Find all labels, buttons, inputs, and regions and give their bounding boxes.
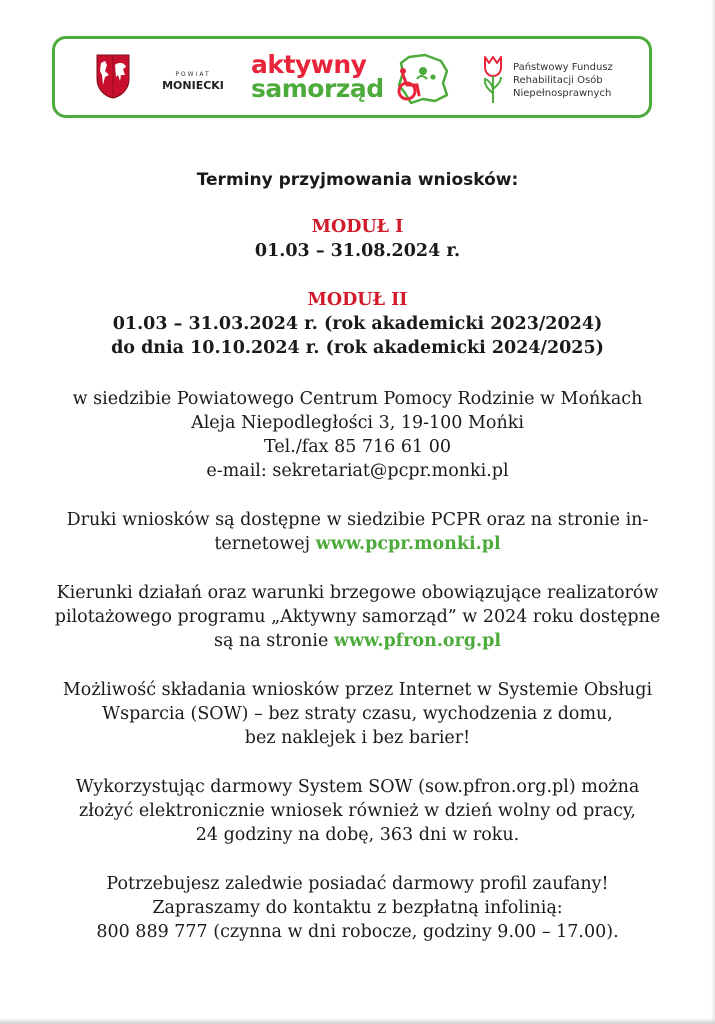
scan-edge-shadow — [711, 0, 715, 1024]
module1-dates: 01.03 – 31.08.2024 r. — [254, 241, 461, 261]
county-crest-icon — [95, 53, 131, 99]
wheelchair-map-icon — [395, 53, 451, 105]
office-address: Aleja Niepodległości 3, 19-100 Mońki — [191, 413, 524, 433]
forms-line: Druki wniosków są dostępne w siedzibie PCPR oraz na stronie in- — [66, 510, 649, 530]
sow-line: 24 godziny na dobę, 363 dni w roku. — [195, 825, 520, 845]
office-email: e-mail: sekretariat@pcpr.monki.pl — [206, 461, 509, 481]
scan-bottom-edge — [0, 1018, 715, 1024]
sow-line: Wykorzystując darmowy System SOW (sow.pfron.org.pl) można — [75, 777, 640, 797]
hotline-line: 800 889 777 (czynna w dni robocze, godziny 9.00 – 17.00). — [96, 922, 619, 942]
notice-body — [30, 168, 685, 944]
online-line: bez naklejek i bez barier! — [244, 728, 471, 748]
module2-dates-line1: 01.03 – 31.03.2024 r. (rok akademicki 2023/2024) — [112, 314, 603, 334]
page-heading: Terminy przyjmowania wniosków: — [196, 170, 519, 190]
module2-dates-line2: do dnia 10.10.2024 r. (rok akademicki 2024/2025) — [111, 338, 604, 358]
pcpr-website-link[interactable]: www.pcpr.monki.pl — [315, 534, 501, 554]
tulip-icon — [480, 53, 506, 105]
online-line: Wsparcia (SOW) – bez straty czasu, wychodzenia z domu, — [102, 704, 613, 724]
county-label-small: POWIAT — [175, 71, 211, 78]
pfron-name — [513, 61, 643, 100]
pfron-website-link[interactable]: www.pfron.org.pl — [333, 631, 502, 651]
contact-line: Zapraszamy do kontaktu z bezpłatną infolinią: — [152, 898, 563, 918]
online-line: Możliwość składania wniosków przez Internet w Systemie Obsługi — [62, 680, 653, 700]
pfron-name-line: Rehabilitacji Osób — [513, 75, 603, 86]
directions-line: Kierunki działań oraz warunki brzegowe obowiązujące realizatorów — [56, 583, 659, 603]
directions-prefix: są na stronie — [213, 631, 334, 651]
pfron-name-line: Niepełnosprawnych — [513, 88, 612, 99]
program-logo-text — [251, 50, 384, 103]
header-logo-bar — [52, 36, 652, 118]
forms-line — [30, 532, 685, 556]
program-logo-line2: samorząd — [251, 74, 384, 103]
program-logo-line1: aktywny — [251, 50, 367, 79]
module1-title: MODUŁ I — [311, 217, 404, 237]
directions-line: pilotażowego programu „Aktywny samorząd” w 2024 roku dostępne — [54, 607, 661, 627]
pfron-name-line: Państwowy Fundusz — [513, 62, 613, 73]
office-line: w siedzibie Powiatowego Centrum Pomocy Rodzinie w Mońkach — [72, 389, 643, 409]
office-phone: Tel./fax 85 716 61 00 — [264, 437, 451, 457]
forms-prefix: ternetowej — [214, 534, 316, 554]
directions-line — [30, 629, 685, 653]
contact-line: Potrzebujesz zaledwie posiadać darmowy profil zaufany! — [106, 874, 609, 894]
module2-title: MODUŁ II — [307, 290, 408, 310]
county-label-big: MONIECKI — [162, 79, 224, 92]
sow-line: złożyć elektronicznie wniosek również w dzień wolny od pracy, — [78, 801, 636, 821]
